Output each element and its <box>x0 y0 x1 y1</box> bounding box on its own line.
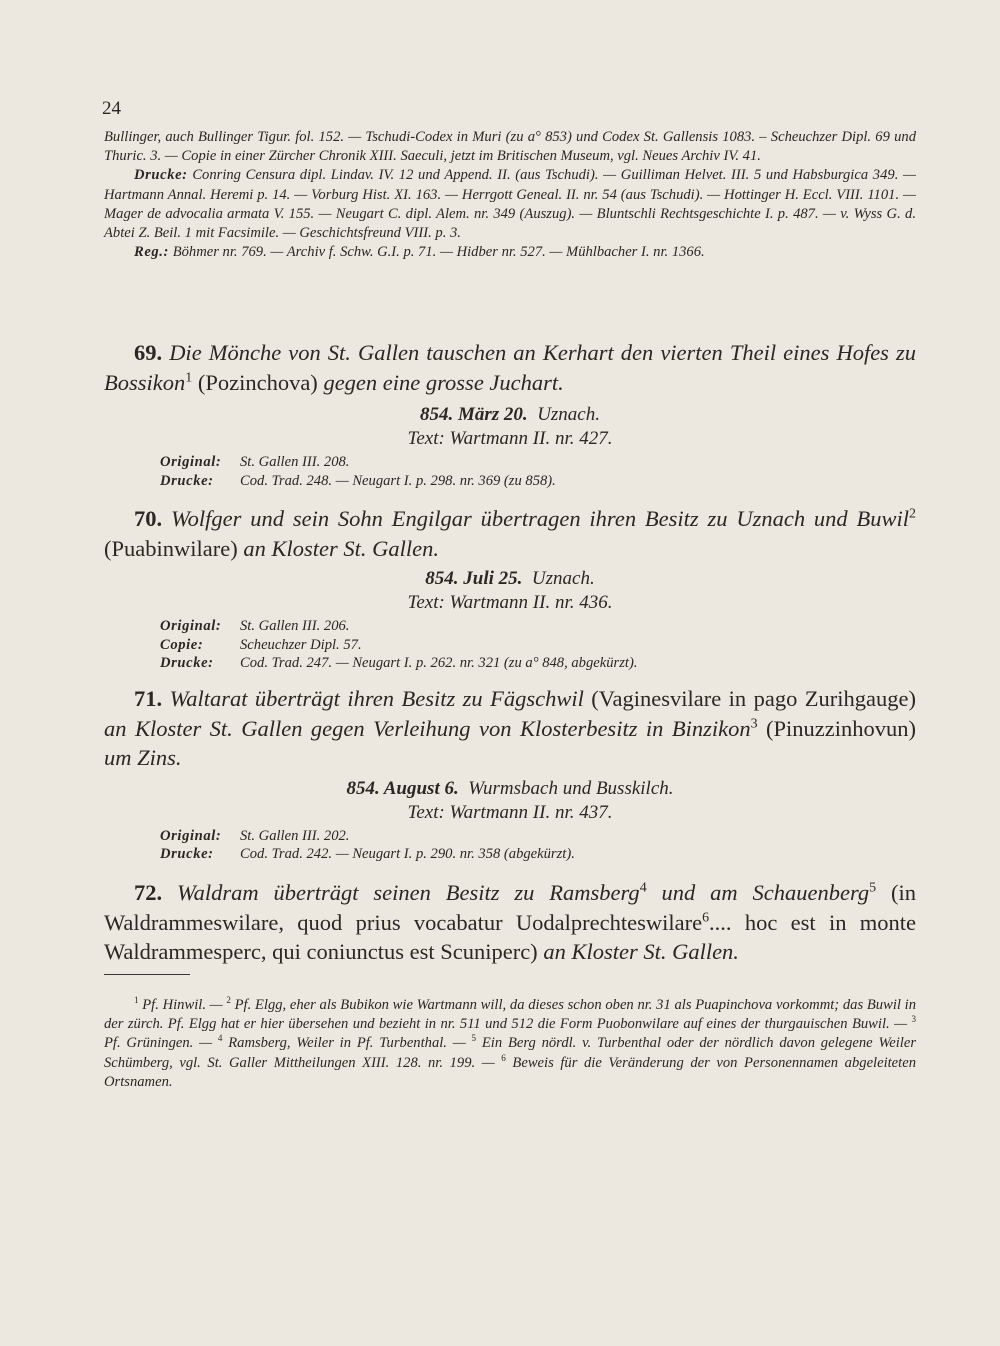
text-reference: Text: Wartmann II. nr. 436. <box>407 592 613 613</box>
entry-sources: Original: St. Gallen III. 202. Drucke: Cod. Trad. 242. — Neugart I. p. 290. nr. 358 (abgekürzt). <box>160 827 575 863</box>
previous-entry-sources <box>104 128 916 262</box>
text-reference: Text: Wartmann II. nr. 437. <box>407 801 613 823</box>
entry-heading: 70. Wolfger und sein Sohn Engilgar übertragen ihren Besitz zu Uznach und Buwil$^2$ (Puabinwilare) an Kloster St. Gallen. <box>104 506 917 561</box>
entry-heading: 71. Waltarat überträgt ihren Besitz zu Fägschwil (Vaginesvilare in pago Zurihgauge) an Kloster St. Gallen gegen Verleihung von Klosterbesitz in Binzikon$^3$ (Pinuzzinhovun) um Zins. <box>104 686 916 770</box>
entry-sources: Original: St. Gallen III. 208. Drucke: Cod. Trad. 248. — Neugart I. p. 298. nr. 369 (zu 858). <box>160 454 556 489</box>
footnote-separator <box>104 974 190 975</box>
entry-date: 854. August 6. Wurmsbach und Busskilch. <box>346 777 674 799</box>
entry-71 <box>104 684 916 864</box>
entry-heading: 69. Die Mönche von St. Gallen tauschen an Kerhart den vierten Theil eines Hofes zu Bossikon$^1$ (Pozinchova) gegen eine grosse Juchart. <box>104 340 916 395</box>
entry-72 <box>104 878 916 967</box>
entry-date: 854. März 20. Uznach. <box>420 404 600 425</box>
text-reference: Text: Wartmann II. nr. 427. <box>407 428 613 449</box>
footnotes <box>104 996 916 1092</box>
regesten-line: Reg.: Böhmer nr. 769. — Archiv f. Schw. G.I. p. 71. — Hidber nr. 527. — Mühlbacher I. nr. 1366. <box>134 244 705 261</box>
entry-date: 854. Juli 25. Uznach. <box>425 568 595 589</box>
drucke-line: Drucke: Conring Censura dipl. Lindav. IV. 12 und Append. II. (aus Tschudi). — Guilliman Helvet. III. 5 und Habsburgica 349. — Hartmann Annal. Heremi p. 14. — Vorburg Hist. XI. 163. — Herrgott Geneal. II. nr. 54 (aus Tschudi). — Hottinger H. Eccl. VIII. 1101. — Mager de advocalia armata V. 155. — Neugart C. dipl. Alem. nr. 349 (Auszug). — Bluntschli Rechtsgeschichte I. p. 487. — v. Wyss G. d. Abtei Z. Beil. 1 mit Facsimile. — Geschichtsfreund VIII. p. 3. <box>104 167 916 242</box>
footnote-text: $^1$ Pf. Hinwil. — $^2$ Pf. Elgg, eher als Bubikon wie Wartmann will, da dieses schon oben nr. 31 als Puapinchova vorkommt; das Buwil in der zürch. Pf. Elgg hat er hier übersehen und bezieht in nr. 511 und 512 die Form Puobonwilare auf eines der thurgauischen Buwil. — $^3$ Pf. Grüningen. — $^4$ Ramsberg, Weiler in Pf. Turbenthal. — $^5$ Ein Berg nördl. v. Turbenthal oder der nördlich davon gelegene Weiler Schümberg, vgl. St. Galler Mittheilungen XIII. 128. nr. 199. — $^6$ Beweis für die Veränderung der von Personennamen abgeleiteten Ortsnamen. <box>104 995 917 1090</box>
entry-70 <box>104 504 916 673</box>
entry-heading: 72. Waldram überträgt seinen Besitz zu Ramsberg$^4$ und am Schauenberg$^5$ (in Waldrammeswilare, quod prius vocabatur Uodalprechteswilare$^6$.... hoc est in monte Waldrammesperc, qui coniunctus est Scuniperc) an Kloster St. Gallen. <box>104 880 916 964</box>
page-number: 24 <box>102 98 121 119</box>
entry-sources: Original: St. Gallen III. 206. Copie: Scheuchzer Dipl. 57. Drucke: Cod. Trad. 247. — Neugart I. p. 262. nr. 321 (zu a° 848, abgekürzt). <box>160 618 638 672</box>
source-line: Bullinger, auch Bullinger Tigur. fol. 152. — Tschudi-Codex in Muri (zu a° 853) und Codex St. Gallensis 1083. – Scheuchzer Dipl. 69 und Thuric. 3. — Copie in einer Zürcher Chronik XIII. Saeculi, jetzt im Britischen Museum, vgl. Neues Archiv IV. 41. <box>104 129 916 165</box>
entry-69 <box>104 338 916 490</box>
